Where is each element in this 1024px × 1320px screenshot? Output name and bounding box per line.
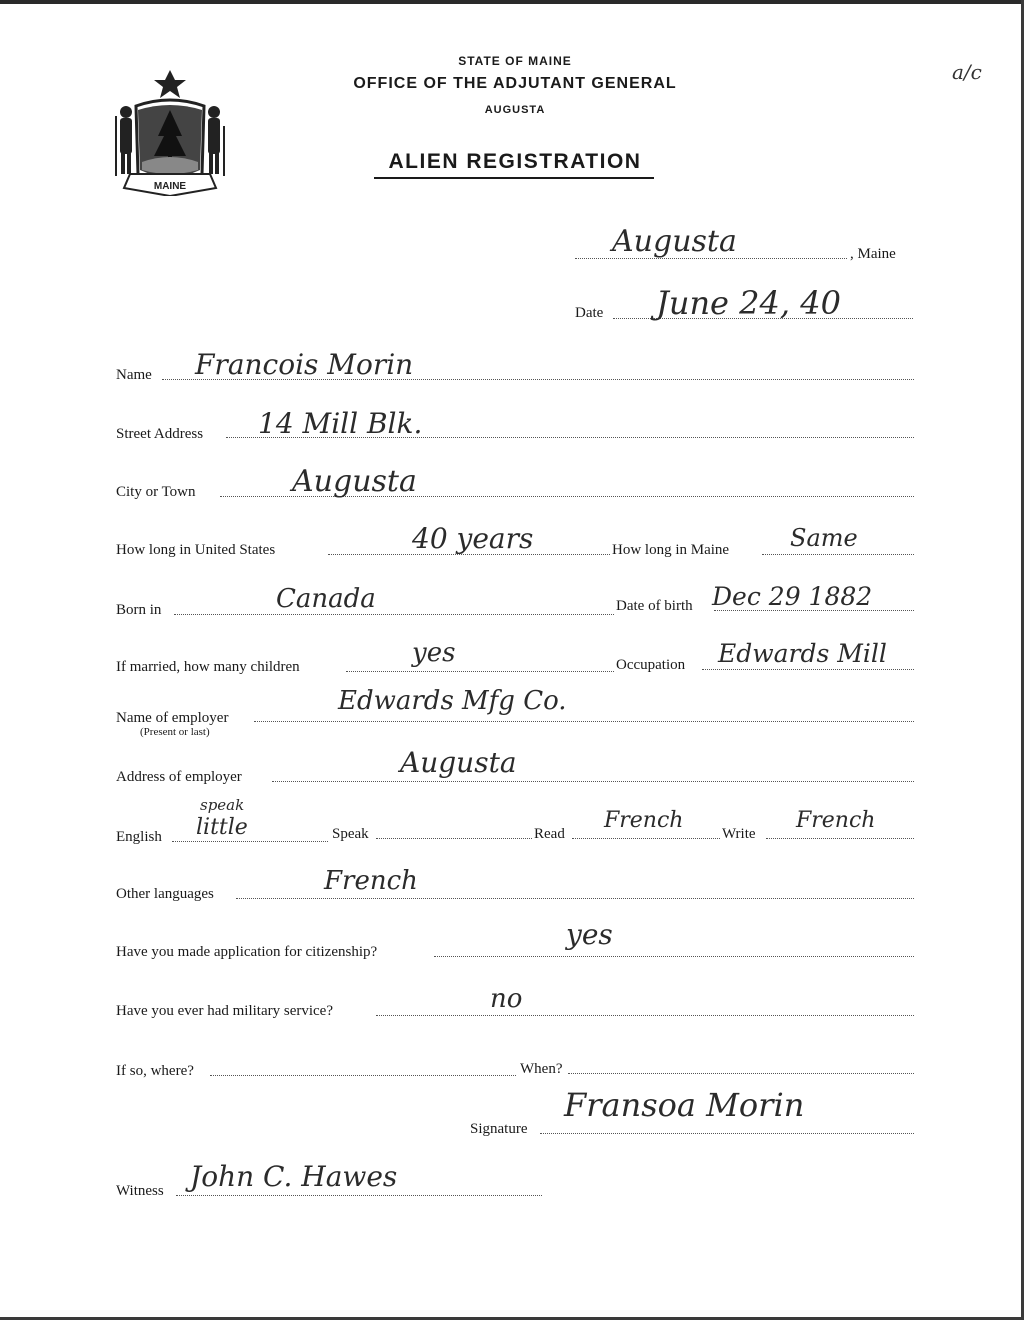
- witness-line: [176, 1195, 542, 1196]
- date-of-birth-value: Dec 29 1882: [712, 582, 873, 611]
- employer-note: (Present or last): [140, 726, 210, 738]
- write-line: [766, 838, 914, 839]
- read-line: [572, 838, 720, 839]
- citizenship-value: yes: [566, 918, 613, 951]
- employer-label: Name of employer: [116, 710, 229, 726]
- when-line: [568, 1073, 914, 1074]
- witness-value: John C. Hawes: [190, 1160, 398, 1193]
- street-address-value: 14 Mill Blk.: [258, 407, 423, 440]
- born-in-line: [174, 614, 614, 615]
- employer-address-line: [272, 781, 914, 782]
- signature-value: Fransoa Morin: [564, 1086, 805, 1124]
- seal-banner: MAINE: [153, 181, 187, 192]
- born-in-label: Born in: [116, 602, 162, 618]
- city-town-label: City or Town: [116, 484, 196, 500]
- form-title: ALIEN REGISTRATION: [388, 150, 642, 173]
- town-value: Augusta: [612, 224, 737, 259]
- header-city: AUGUSTA: [484, 104, 546, 116]
- street-address-label: Street Address: [116, 426, 204, 442]
- employer-value: Edwards Mfg Co.: [338, 686, 567, 716]
- citizenship-label: Have you made application for citizenship?: [116, 944, 378, 960]
- scan-border-top: [0, 0, 1024, 4]
- other-languages-value: French: [324, 866, 418, 896]
- header-state: STATE OF MAINE: [458, 54, 572, 68]
- children-line: [346, 671, 614, 672]
- children-value: yes: [412, 638, 456, 668]
- write-value: French: [796, 808, 876, 833]
- military-line: [376, 1015, 914, 1016]
- english-value: little: [196, 815, 248, 840]
- born-in-value: Canada: [276, 584, 376, 614]
- signature-label: Signature: [470, 1121, 528, 1137]
- corner-mark: a/c: [952, 60, 982, 84]
- employer-address-value: Augusta: [400, 746, 517, 779]
- if-so-where-label: If so, where?: [116, 1063, 194, 1079]
- form-title-underline: [374, 177, 654, 179]
- read-label: Read: [534, 826, 565, 842]
- english-line: [172, 841, 328, 842]
- write-label: Write: [722, 826, 756, 842]
- occupation-line: [702, 669, 914, 670]
- header-office: OFFICE OF THE ADJUTANT GENERAL: [353, 75, 677, 92]
- read-value: French: [604, 808, 684, 833]
- maine-state-seal-icon: [112, 66, 228, 196]
- how-long-us-label: How long in United States: [116, 542, 276, 558]
- name-label: Name: [116, 367, 152, 383]
- english-note-value: speak: [200, 796, 245, 814]
- speak-line: [376, 838, 532, 839]
- date-label: Date: [575, 305, 604, 321]
- if-so-where-line: [210, 1075, 516, 1076]
- english-label: English: [116, 829, 162, 845]
- signature-line: [540, 1133, 914, 1134]
- other-languages-label: Other languages: [116, 886, 214, 902]
- when-label: When?: [520, 1061, 563, 1077]
- date-of-birth-label: Date of birth: [616, 598, 693, 614]
- how-long-maine-line: [762, 554, 914, 555]
- employer-line: [254, 721, 914, 722]
- employer-address-label: Address of employer: [116, 769, 242, 785]
- city-town-value: Augusta: [292, 464, 417, 499]
- how-long-maine-label: How long in Maine: [612, 542, 730, 558]
- military-label: Have you ever had military service?: [116, 1003, 333, 1019]
- witness-label: Witness: [116, 1183, 164, 1199]
- occupation-label: Occupation: [616, 657, 686, 673]
- maine-label: , Maine: [850, 246, 896, 262]
- how-long-us-value: 40 years: [412, 522, 534, 555]
- how-long-maine-value: Same: [790, 524, 858, 552]
- other-languages-line: [236, 898, 914, 899]
- name-value: Francois Morin: [195, 348, 414, 381]
- occupation-value: Edwards Mill: [718, 639, 887, 668]
- children-label: If married, how many children: [116, 659, 300, 675]
- citizenship-line: [434, 956, 914, 957]
- military-value: no: [490, 984, 523, 1014]
- date-value: June 24, 40: [656, 284, 841, 322]
- speak-label: Speak: [332, 826, 369, 842]
